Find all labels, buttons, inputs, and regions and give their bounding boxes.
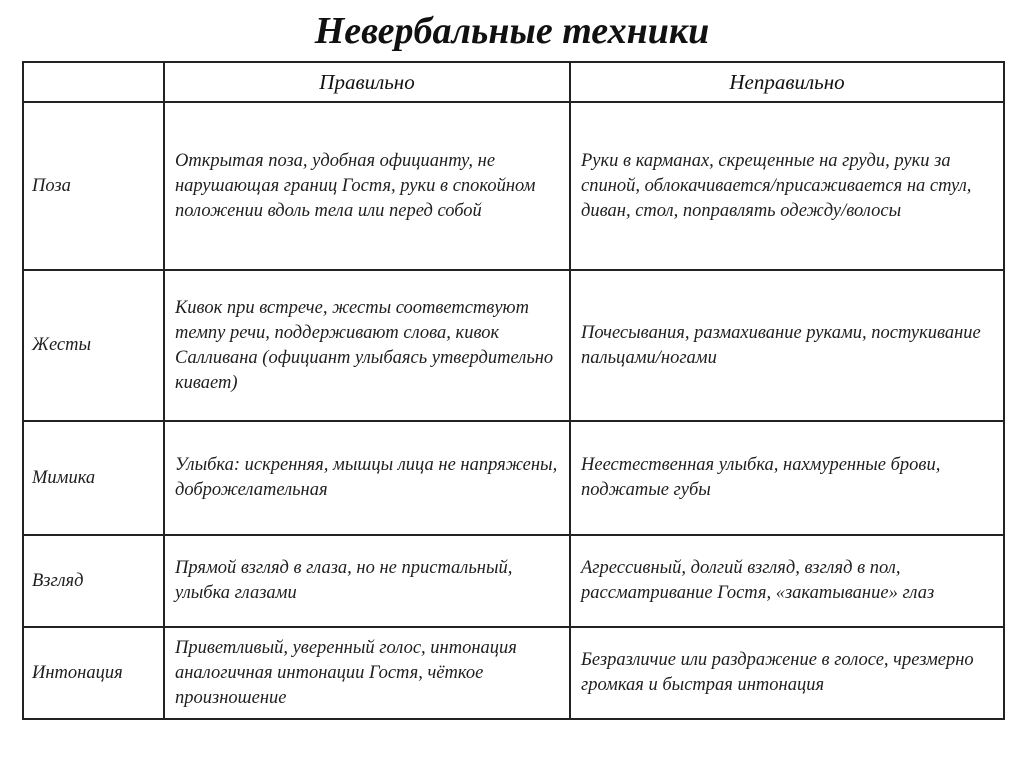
nonverbal-techniques-table [22, 61, 1005, 720]
correct-cell: Улыбка: искренняя, мышцы лица не напряжены, доброжелательная [164, 421, 570, 535]
row-label: Мимика [23, 421, 164, 535]
table-row [23, 535, 1004, 627]
row-label: Интонация [23, 627, 164, 719]
incorrect-cell: Почесывания, размахивание руками, постукивание пальцами/ногами [570, 270, 1004, 421]
incorrect-cell: Агрессивный, долгий взгляд, взгляд в пол, рассматривание Гостя, «закатывание» глаз [570, 535, 1004, 627]
page-title: Невербальные техники [314, 10, 710, 52]
row-label: Взгляд [23, 535, 164, 627]
correct-cell: Приветливый, уверенный голос, интонация аналогичная интонации Гостя, чёткое произношение [164, 627, 570, 719]
correct-cell: Кивок при встрече, жесты соответствуют темпу речи, поддерживают слова, кивок Салливана (официант улыбаясь утвердительно кивает) [164, 270, 570, 421]
header-incorrect: Неправильно [570, 62, 1004, 102]
incorrect-cell: Руки в карманах, скрещенные на груди, руки за спиной, облокачивается/присаживается на стул, диван, стол, поправлять одежду/волосы [570, 102, 1004, 270]
incorrect-cell: Безразличие или раздражение в голосе, чрезмерно громкая и быстрая интонация [570, 627, 1004, 719]
header-correct: Правильно [164, 62, 570, 102]
row-label: Жесты [23, 270, 164, 421]
table-row [23, 102, 1004, 270]
correct-cell: Открытая поза, удобная официанту, не нарушающая границ Гостя, руки в спокойном положении вдоль тела или перед собой [164, 102, 570, 270]
table-header-row [23, 62, 1004, 102]
table-row [23, 421, 1004, 535]
correct-cell: Прямой взгляд в глаза, но не пристальный, улыбка глазами [164, 535, 570, 627]
header-empty [23, 62, 164, 102]
table-row [23, 270, 1004, 421]
table-row [23, 627, 1004, 719]
incorrect-cell: Неестественная улыбка, нахмуренные брови, поджатые губы [570, 421, 1004, 535]
row-label: Поза [23, 102, 164, 270]
